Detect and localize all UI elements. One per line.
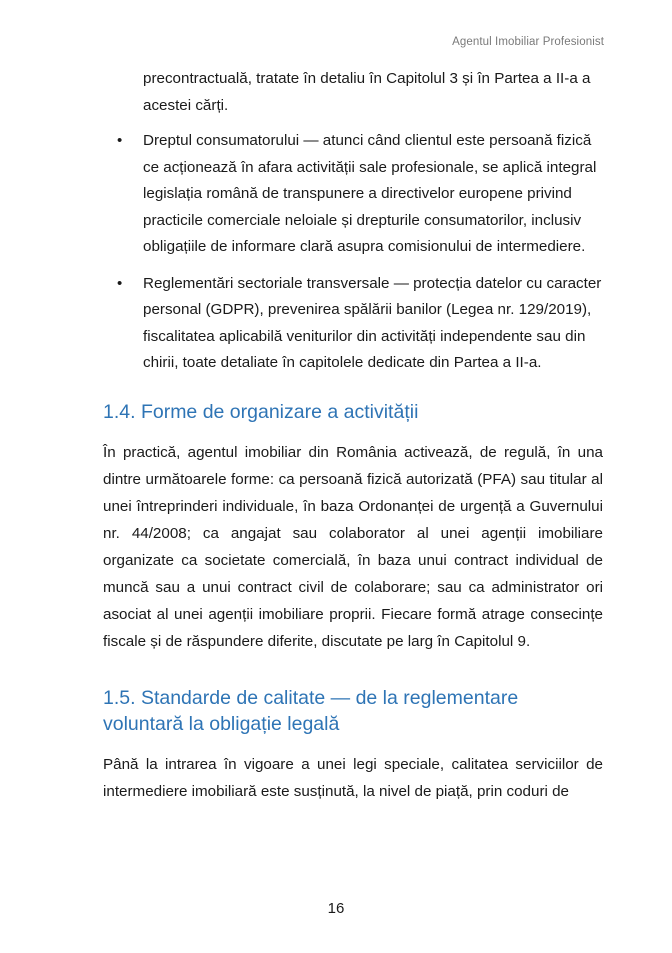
section-heading-1-5: 1.5. Standarde de calitate — de la reglementare voluntară la obligație legală [103, 686, 519, 735]
list-item-text: Dreptul consumatorului — atunci când clientul este persoană fizică ce acționează în afara activității sale profesionale, se aplică integral legislația română de transpunere a directivelor europene privind practicile comerciale neloiale și drepturile consumatorilor, inclusiv obligațiile de informare clară asupra comisionului de intermediere. [143, 132, 597, 255]
list-item [103, 271, 603, 377]
bullet-icon: • [117, 132, 123, 149]
continued-bullet-text: precontractuală, tratate în detaliu în Capitolul 3 și în Partea a II-a a acestei cărți. [143, 70, 591, 114]
list-item-text: Reglementări sectoriale transversale — protecția datelor cu caracter personal (GDPR), prevenirea spălării banilor (Legea nr. 129/2019), fiscalitatea aplicabilă veniturilor din activități independente sau din chirii, toate detaliate în capitolele dedicate din Partea a II-a. [143, 274, 602, 371]
list-item [103, 128, 603, 261]
section-body-1-5: Până la intrarea în vigoare a unei legi speciale, calitatea serviciilor de intermediere imobiliară este susținută, la nivel de piață, prin coduri de [103, 755, 603, 800]
page-number: 16 [327, 900, 345, 917]
bullet-list [103, 128, 603, 377]
bullet-icon: • [117, 274, 123, 292]
section-heading-1-4: 1.4. Forme de organizare a activității [103, 400, 419, 423]
page-content [103, 66, 603, 805]
running-header: Agentul Imobiliar Profesionist [452, 36, 604, 48]
section-body-1-4: În practică, agentul imobiliar din România activează, de regulă, în una dintre următoarele forme: ca persoană fizică autorizată (PFA) sau titular al unei întreprinderi individuale, în baza Ordonanței de urgență a Guvernului nr. 44/2008; ca angajat sau colaborator al unei agenții imobiliare organizate ca societate comercială, în baza unui contract individual de muncă sau a unui contract civil de colaborare; sau ca administrator ori asociat al unei agenții imobiliare proprii. Fiecare formă atrage consecințe fiscale și de răspundere diferite, discutate pe larg în Capitolul 9. [103, 443, 603, 650]
